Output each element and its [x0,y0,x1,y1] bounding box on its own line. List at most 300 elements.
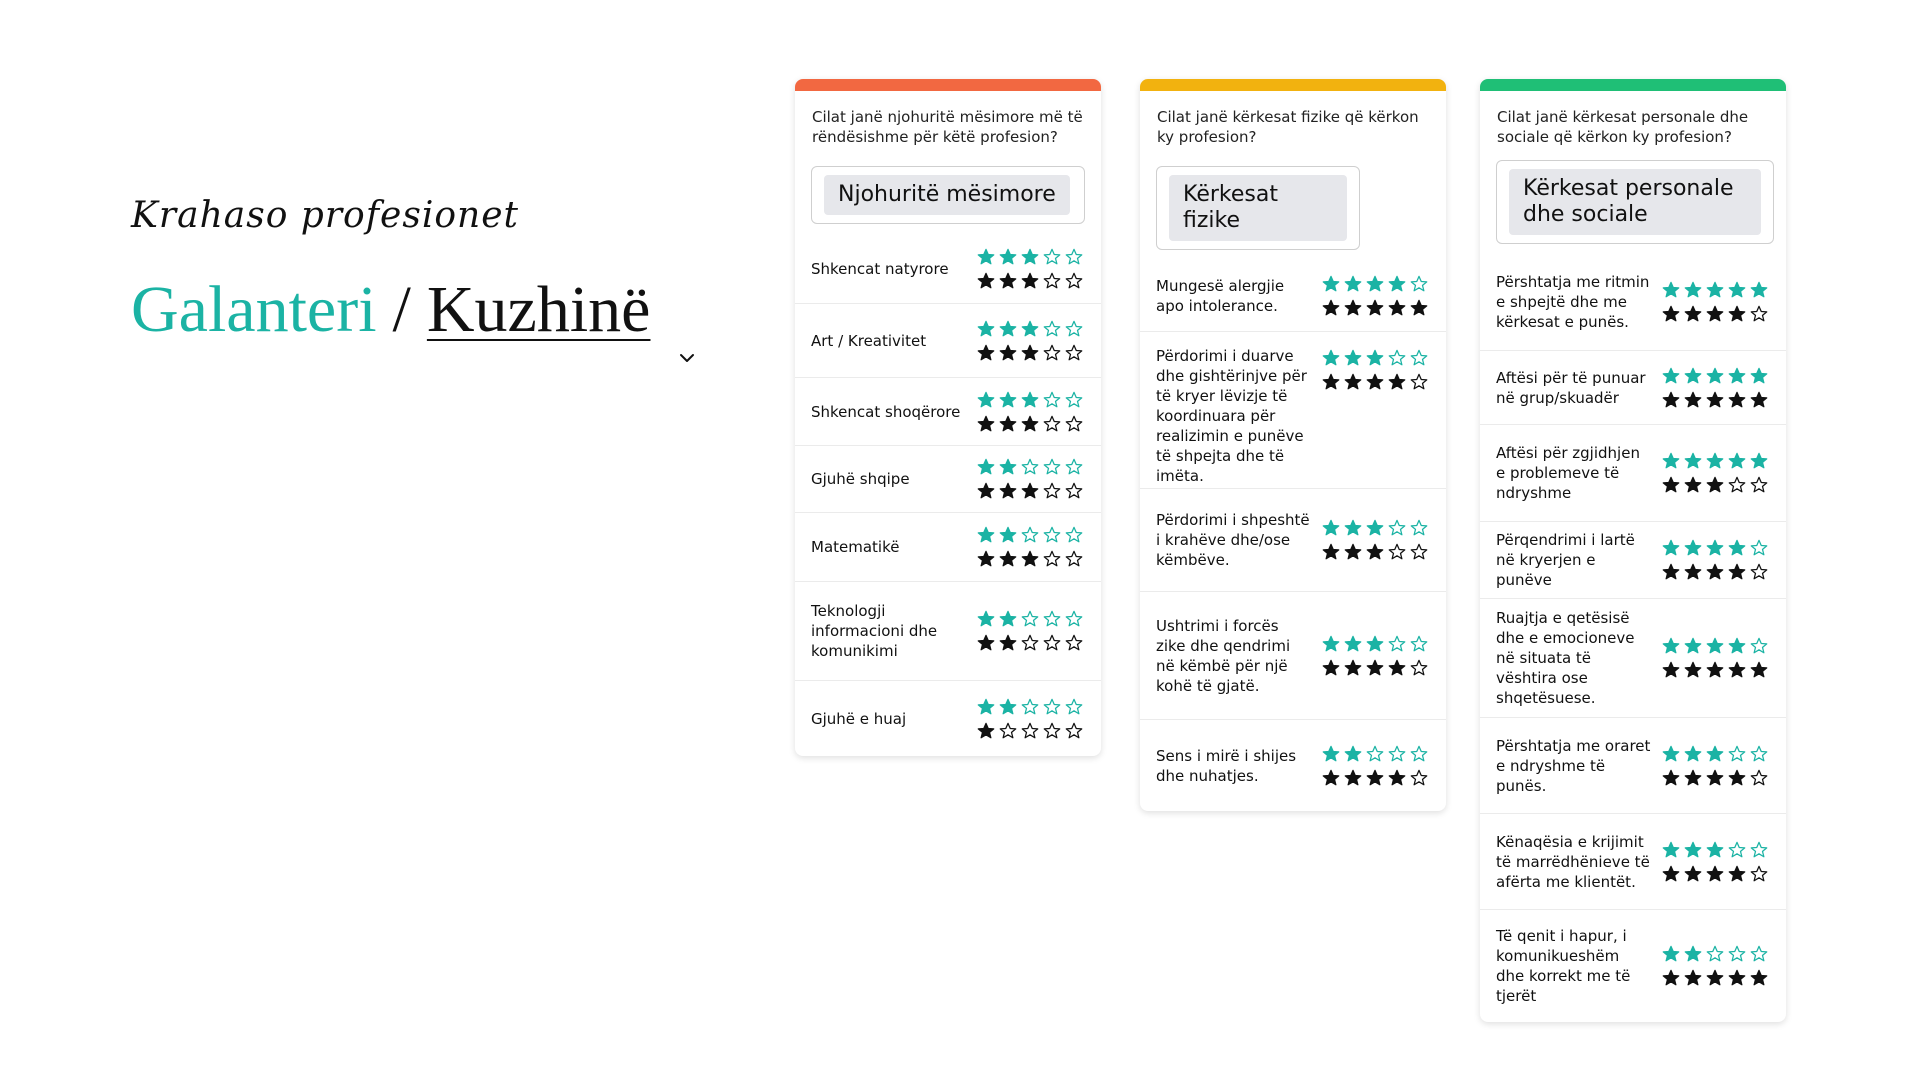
star-empty-icon [1748,767,1770,789]
card-tag: Kërkesat personale dhe sociale [1509,169,1761,235]
star-empty-icon [1041,632,1063,654]
rating-label: Përdorimi i shpeshtë i krahëve dhe/ose këmbëve. [1156,511,1310,569]
rating-stars [975,695,1085,743]
rating-label: Përshtatja me oraret e ndryshme të punës. [1496,736,1651,795]
star-filled-icon [1320,767,1342,789]
star-filled-icon [1704,659,1726,681]
star-empty-icon [1748,743,1770,765]
star-filled-icon [1704,561,1726,583]
star-filled-icon [1682,561,1704,583]
rating-label: Ruajtja e qetësisë dhe e emocioneve në situata të vështira ose shqetësuese. [1496,609,1635,707]
star-filled-icon [1704,537,1726,559]
star-filled-icon [1704,450,1726,472]
star-filled-icon [1704,474,1726,496]
rating-stars [975,607,1085,655]
card-tag-box [811,166,1085,224]
star-filled-icon [1019,318,1041,340]
star-empty-icon [1748,839,1770,861]
star-filled-icon [1682,743,1704,765]
rating-row [795,445,1101,512]
rating-list [1480,254,1786,1022]
star-filled-icon [1019,246,1041,268]
star-filled-icon [1726,303,1748,325]
star-empty-icon [1748,635,1770,657]
rating-b-stars [1660,966,1770,990]
star-filled-icon [1364,541,1386,563]
star-filled-icon [997,389,1019,411]
star-filled-icon [1660,743,1682,765]
rating-b-stars [975,479,1085,503]
rating-b-stars [1660,388,1770,412]
rating-stars [975,455,1085,503]
star-empty-icon [1041,480,1063,502]
card-knowledge [795,79,1101,756]
rating-row [1480,813,1786,909]
rating-b-stars [975,412,1085,436]
card-tag-box [1496,160,1774,244]
rating-row [1140,488,1446,591]
rating-b-stars [1660,560,1770,584]
star-filled-icon [1682,863,1704,885]
card-accent-bar [1140,79,1446,91]
star-filled-icon [1386,297,1408,319]
star-filled-icon [1364,347,1386,369]
rating-stars [1660,536,1770,584]
star-filled-icon [1342,767,1364,789]
rating-a-stars [975,317,1085,341]
rating-label: Kënaqësia e krijimit të marrëdhënieve të afërta me klientët. [1496,832,1650,891]
star-empty-icon [1041,246,1063,268]
star-filled-icon [997,342,1019,364]
star-empty-icon [1726,743,1748,765]
star-filled-icon [1682,839,1704,861]
star-filled-icon [1342,297,1364,319]
star-empty-icon [1063,246,1085,268]
star-empty-icon [1063,720,1085,742]
star-filled-icon [1682,943,1704,965]
star-filled-icon [1386,371,1408,393]
rating-row [1140,260,1446,331]
star-filled-icon [1704,743,1726,765]
rating-label: Ushtrimi i forcës zike dhe qendrimi në këmbë për një kohë të gjatë. [1156,616,1291,695]
star-filled-icon [1660,303,1682,325]
star-empty-icon [1408,273,1430,295]
star-empty-icon [1063,696,1085,718]
star-empty-icon [1386,541,1408,563]
star-filled-icon [997,696,1019,718]
rating-label: Përshtatja me ritmin e shpejtë dhe me kërkesat e punës. [1496,273,1650,331]
star-filled-icon [997,246,1019,268]
rating-row [1140,331,1446,488]
rating-b-stars [1660,473,1770,497]
star-filled-icon [997,480,1019,502]
star-empty-icon [1019,524,1041,546]
chevron-down-icon[interactable] [678,306,696,324]
star-empty-icon [1726,839,1748,861]
star-filled-icon [1386,767,1408,789]
star-empty-icon [1364,743,1386,765]
rating-stars [1660,838,1770,886]
rating-stars [1320,516,1430,564]
rating-b-stars [1660,658,1770,682]
star-filled-icon [1726,967,1748,989]
star-empty-icon [1041,608,1063,630]
star-empty-icon [1019,456,1041,478]
star-filled-icon [975,632,997,654]
rating-a-stars [1320,742,1430,766]
star-filled-icon [1660,279,1682,301]
star-filled-icon [1682,365,1704,387]
rating-label: Shkencat shoqërore [811,402,961,421]
star-filled-icon [1320,517,1342,539]
rating-row [795,680,1101,756]
star-filled-icon [1019,480,1041,502]
star-filled-icon [1682,279,1704,301]
star-filled-icon [1342,347,1364,369]
star-filled-icon [1320,743,1342,765]
star-filled-icon [1748,365,1770,387]
star-filled-icon [975,720,997,742]
title-separator: / [392,273,411,346]
rating-stars [975,388,1085,436]
star-filled-icon [1364,657,1386,679]
rating-b-stars [975,631,1085,655]
star-filled-icon [1726,767,1748,789]
star-filled-icon [1660,943,1682,965]
rating-row [1480,424,1786,521]
star-filled-icon [1726,561,1748,583]
rating-b-stars [975,719,1085,743]
rating-row [795,303,1101,377]
star-filled-icon [1320,297,1342,319]
rating-stars [1320,632,1430,680]
star-empty-icon [1063,318,1085,340]
rating-stars [1320,272,1430,320]
card-personal-social [1480,79,1786,1022]
rating-label: Sens i mirë i shijes dhe nuhatjes. [1156,746,1297,785]
star-filled-icon [1660,967,1682,989]
rating-label: Art / Kreativitet [811,331,927,350]
card-tag: Kërkesat fizike [1169,175,1347,241]
rating-row [1140,591,1446,719]
star-empty-icon [1063,548,1085,570]
star-empty-icon [1063,413,1085,435]
rating-b-stars [1320,656,1430,680]
star-filled-icon [997,456,1019,478]
star-filled-icon [1320,347,1342,369]
star-filled-icon [1726,279,1748,301]
star-filled-icon [1342,743,1364,765]
rating-row [795,581,1101,680]
card-physical [1140,79,1446,811]
star-filled-icon [1748,967,1770,989]
star-empty-icon [1041,524,1063,546]
star-filled-icon [1342,371,1364,393]
rating-b-stars [975,269,1085,293]
rating-b-stars [1320,370,1430,394]
star-filled-icon [1364,297,1386,319]
rating-a-stars [975,388,1085,412]
star-filled-icon [1748,279,1770,301]
rating-label: Gjuhë e huaj [811,709,907,728]
page-title [131,270,696,350]
star-filled-icon [1682,967,1704,989]
star-filled-icon [975,318,997,340]
rating-row [1480,598,1786,717]
rating-stars [1660,278,1770,326]
star-filled-icon [975,389,997,411]
star-filled-icon [1660,389,1682,411]
star-filled-icon [1682,659,1704,681]
star-filled-icon [1660,450,1682,472]
star-empty-icon [1408,633,1430,655]
star-filled-icon [975,456,997,478]
star-filled-icon [1019,548,1041,570]
star-filled-icon [1726,863,1748,885]
star-filled-icon [975,696,997,718]
star-empty-icon [1019,720,1041,742]
star-empty-icon [1063,456,1085,478]
star-filled-icon [1660,659,1682,681]
star-empty-icon [1063,608,1085,630]
star-empty-icon [1041,318,1063,340]
rating-a-stars [975,455,1085,479]
star-filled-icon [997,632,1019,654]
star-filled-icon [1320,273,1342,295]
rating-a-stars [1660,942,1770,966]
star-filled-icon [1726,537,1748,559]
star-filled-icon [1704,863,1726,885]
star-empty-icon [1041,342,1063,364]
star-filled-icon [1726,659,1748,681]
star-filled-icon [1320,371,1342,393]
rating-a-stars [975,523,1085,547]
star-filled-icon [1660,537,1682,559]
star-filled-icon [997,548,1019,570]
star-empty-icon [1748,474,1770,496]
star-filled-icon [1682,303,1704,325]
rating-b-stars [1320,540,1430,564]
star-filled-icon [997,608,1019,630]
rating-b-stars [975,547,1085,571]
star-filled-icon [997,413,1019,435]
star-empty-icon [1748,303,1770,325]
star-empty-icon [1041,413,1063,435]
star-filled-icon [1342,517,1364,539]
star-filled-icon [1704,767,1726,789]
star-filled-icon [975,270,997,292]
star-empty-icon [1041,389,1063,411]
star-filled-icon [1726,365,1748,387]
star-filled-icon [1748,450,1770,472]
star-filled-icon [997,524,1019,546]
rating-stars [1320,742,1430,790]
star-filled-icon [975,548,997,570]
rating-label: Përdorimi i duarve dhe gishtërinjve për të kryer lëvizje të koordinuara për realizimin e punëve të shpejta dhe të imëta. [1156,347,1307,485]
star-filled-icon [1682,537,1704,559]
rating-list [1140,260,1446,811]
star-empty-icon [1704,943,1726,965]
star-filled-icon [1704,279,1726,301]
star-empty-icon [1386,633,1408,655]
rating-a-stars [1320,632,1430,656]
star-filled-icon [1386,657,1408,679]
page-subtitle: Krahaso profesionet [131,195,519,236]
star-empty-icon [1019,632,1041,654]
rating-row [1480,254,1786,350]
star-empty-icon [1063,342,1085,364]
rating-stars [1320,346,1430,394]
card-tag: Njohuritë mësimore [824,175,1070,215]
star-empty-icon [1019,608,1041,630]
star-filled-icon [997,270,1019,292]
star-empty-icon [1063,389,1085,411]
star-filled-icon [1408,297,1430,319]
star-empty-icon [1386,347,1408,369]
star-empty-icon [1748,537,1770,559]
title-profession-left: Galanteri [131,273,377,346]
star-filled-icon [1320,633,1342,655]
rating-label: Teknologji informacioni dhe komunikimi [811,602,938,660]
rating-row [795,512,1101,581]
rating-label: Aftësi për të punuar në grup/skuadër [1496,368,1646,407]
star-filled-icon [1726,450,1748,472]
rating-a-stars [975,695,1085,719]
star-empty-icon [1726,943,1748,965]
star-empty-icon [1041,548,1063,570]
rating-label: Të qenit i hapur, i komunikueshëm dhe korrekt me të tjerët [1496,927,1631,1005]
star-filled-icon [1726,635,1748,657]
star-filled-icon [1704,635,1726,657]
rating-b-stars [1660,766,1770,790]
star-filled-icon [997,318,1019,340]
star-filled-icon [1704,303,1726,325]
star-filled-icon [1364,273,1386,295]
star-filled-icon [1704,365,1726,387]
rating-a-stars [1660,449,1770,473]
star-filled-icon [1682,474,1704,496]
star-filled-icon [1019,342,1041,364]
rating-a-stars [1660,742,1770,766]
rating-label: Shkencat natyrore [811,259,949,278]
star-filled-icon [1342,273,1364,295]
rating-b-stars [1660,302,1770,326]
star-filled-icon [1660,635,1682,657]
star-filled-icon [975,608,997,630]
rating-row [1480,350,1786,424]
star-filled-icon [1320,541,1342,563]
star-empty-icon [1408,541,1430,563]
star-filled-icon [1364,767,1386,789]
rating-b-stars [1320,296,1430,320]
star-filled-icon [1386,273,1408,295]
star-empty-icon [1408,767,1430,789]
rating-row [1140,719,1446,811]
star-empty-icon [1408,657,1430,679]
rating-a-stars [1660,278,1770,302]
star-filled-icon [1342,541,1364,563]
star-filled-icon [1320,657,1342,679]
star-filled-icon [1660,767,1682,789]
rating-a-stars [1660,536,1770,560]
star-filled-icon [1748,389,1770,411]
star-empty-icon [1408,371,1430,393]
star-filled-icon [975,342,997,364]
star-filled-icon [1364,371,1386,393]
star-filled-icon [1364,517,1386,539]
star-filled-icon [1019,389,1041,411]
rating-stars [975,245,1085,293]
card-accent-bar [1480,79,1786,91]
star-filled-icon [1342,657,1364,679]
star-filled-icon [1019,270,1041,292]
star-empty-icon [1019,696,1041,718]
rating-label: Gjuhë shqipe [811,470,910,488]
star-empty-icon [1041,696,1063,718]
rating-label: Mungesë alergjie apo intolerance. [1156,276,1285,315]
star-filled-icon [1682,767,1704,789]
rating-stars [1660,364,1770,412]
star-filled-icon [1704,839,1726,861]
star-empty-icon [1408,517,1430,539]
star-empty-icon [997,720,1019,742]
star-filled-icon [1682,450,1704,472]
title-profession-right-selector[interactable]: Kuzhinë [426,273,651,346]
rating-a-stars [1660,364,1770,388]
star-filled-icon [1704,967,1726,989]
star-filled-icon [975,480,997,502]
rating-row [795,377,1101,445]
rating-stars [975,523,1085,571]
star-empty-icon [1041,456,1063,478]
star-filled-icon [1342,633,1364,655]
rating-stars [1660,942,1770,990]
rating-stars [975,317,1085,365]
rating-a-stars [1320,516,1430,540]
card-question: Cilat janë kërkesat personale dhe sociale që kërkon ky profesion? [1497,108,1749,146]
star-filled-icon [975,246,997,268]
card-tag-box [1156,166,1360,250]
rating-a-stars [975,607,1085,631]
rating-label: Përqendrimi i lartë në kryerjen e punëve [1496,531,1635,589]
rating-list [795,234,1101,756]
star-empty-icon [1063,632,1085,654]
card-question: Cilat janë kërkesat fizike që kërkon ky profesion? [1157,108,1419,146]
rating-a-stars [1320,272,1430,296]
star-filled-icon [1660,365,1682,387]
star-filled-icon [975,413,997,435]
rating-a-stars [1320,346,1430,370]
star-empty-icon [1748,943,1770,965]
star-filled-icon [1364,633,1386,655]
star-filled-icon [975,524,997,546]
card-question: Cilat janë njohuritë mësimore më të rëndësishme për këtë profesion? [812,108,1083,146]
star-empty-icon [1063,524,1085,546]
rating-a-stars [975,245,1085,269]
rating-b-stars [1320,766,1430,790]
star-filled-icon [1660,561,1682,583]
star-filled-icon [1660,474,1682,496]
star-empty-icon [1408,347,1430,369]
star-filled-icon [1682,389,1704,411]
star-empty-icon [1748,863,1770,885]
star-empty-icon [1063,480,1085,502]
rating-row [795,234,1101,303]
star-filled-icon [1660,839,1682,861]
rating-b-stars [975,341,1085,365]
star-empty-icon [1041,270,1063,292]
star-empty-icon [1386,743,1408,765]
